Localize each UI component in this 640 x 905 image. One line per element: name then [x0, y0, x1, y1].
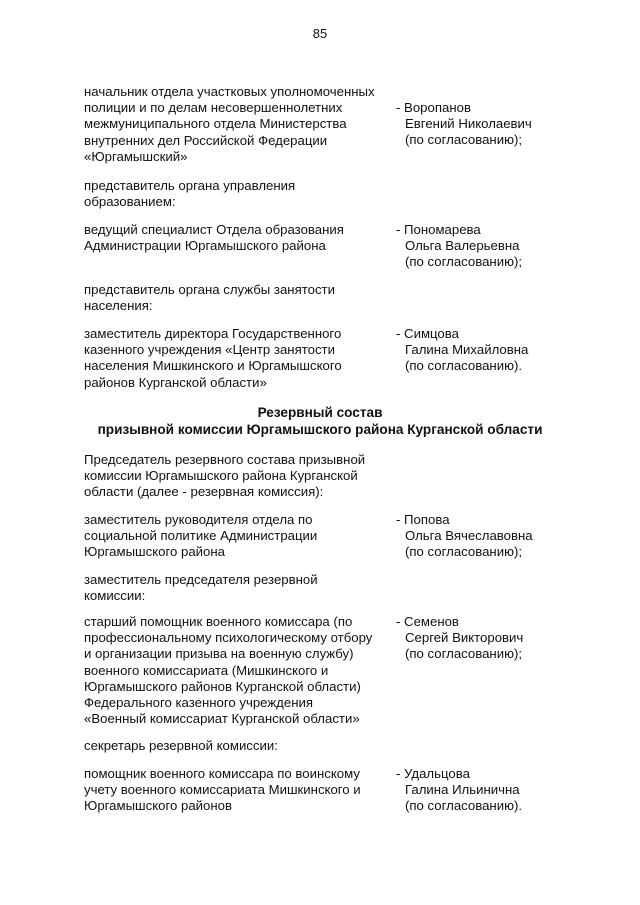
role-line: ведущий специалист Отдела образования	[84, 222, 344, 237]
member-role	[84, 766, 384, 815]
role-line: населения Мишкинского и Юргамышского	[84, 358, 342, 374]
role-line: Администрации Юргамышского района	[84, 238, 326, 254]
name-line: (по согласованию).	[405, 798, 523, 814]
member-name	[396, 512, 556, 561]
name-line: - Семенов	[396, 614, 459, 629]
role-line: социальной политике Администрации	[84, 528, 318, 544]
role-line: «Юргамышский»	[84, 148, 188, 164]
name-line: Галина Михайловна	[405, 342, 529, 358]
label-line: населения:	[84, 298, 153, 314]
role-line: Юргамышского районов Курганской области)	[84, 678, 361, 694]
label-education-rep	[84, 178, 384, 210]
role-line: казенного учреждения «Центр занятости	[84, 342, 335, 358]
role-line: районов Курганской области»	[84, 374, 267, 390]
member-role	[84, 326, 384, 391]
label-line: Председатель резервного состава призывной	[84, 452, 366, 467]
role-line: Юргамышского районов	[84, 798, 232, 814]
label-reserve-secretary	[84, 738, 384, 754]
label-employment-rep	[84, 282, 384, 314]
name-line: - Воропанов	[396, 100, 471, 115]
role-line: учету военного комиссариата Мишкинского и	[84, 782, 361, 798]
role-line: военного комиссариата (Мишкинского и	[84, 662, 329, 678]
role-line: старший помощник военного комиссара (по	[84, 614, 353, 629]
member-role	[84, 512, 384, 561]
section-heading-line2: призывной комиссии Юргамышского района Курганской области	[97, 422, 543, 437]
label-line: комиссии Юргамышского района Курганской	[84, 468, 358, 484]
label-line: области (далее - резервная комиссия):	[84, 484, 324, 500]
label-line: комиссии:	[84, 588, 146, 604]
label-line: секретарь резервной комиссии:	[84, 738, 278, 753]
role-line: начальник отдела участковых уполномоченных	[84, 84, 375, 99]
name-line: Евгений Николаевич	[405, 116, 532, 132]
member-name	[396, 100, 556, 149]
role-line: «Военный комиссариат Курганской области»	[84, 711, 360, 727]
name-line: (по согласованию);	[405, 132, 523, 148]
name-line: (по согласованию);	[405, 646, 523, 662]
name-line: - Попова	[396, 512, 450, 527]
section-heading	[0, 404, 640, 438]
role-line: и организации призыва на военную службу)	[84, 646, 354, 662]
role-line: помощник военного комиссара по воинскому	[84, 766, 360, 781]
label-line: представитель органа службы занятости	[84, 282, 335, 297]
role-line: межмуниципального отдела Министерства	[84, 116, 347, 132]
role-line: Юргамышского района	[84, 544, 225, 560]
role-line: полиции и по делам несовершеннолетних	[84, 100, 343, 116]
name-line: Галина Ильинична	[405, 782, 520, 798]
name-line: - Пономарева	[396, 222, 481, 237]
name-line: (по согласованию).	[405, 358, 523, 374]
role-line: внутренних дел Российской Федерации	[84, 132, 328, 148]
role-line: заместитель директора Государственного	[84, 326, 342, 341]
label-line: образованием:	[84, 194, 176, 210]
page-number: 85	[312, 26, 328, 41]
member-name	[396, 326, 556, 375]
section-heading-line1: Резервный состав	[257, 405, 383, 420]
member-role	[84, 222, 384, 254]
name-line: (по согласованию);	[405, 544, 523, 560]
name-line: - Удальцова	[396, 766, 470, 781]
label-line: заместитель председателя резервной	[84, 572, 318, 587]
member-role	[84, 614, 384, 727]
name-line: Сергей Викторович	[405, 630, 524, 646]
role-line: заместитель руководителя отдела по	[84, 512, 313, 527]
label-reserve-chair	[84, 452, 384, 501]
member-name	[396, 614, 556, 663]
name-line: Ольга Вячеславовна	[405, 528, 533, 544]
member-role	[84, 84, 384, 165]
name-line: - Симцова	[396, 326, 459, 341]
member-name	[396, 766, 556, 815]
name-line: Ольга Валерьевна	[405, 238, 520, 254]
role-line: Федерального казенного учреждения	[84, 695, 313, 711]
role-line: профессиональному психологическому отбору	[84, 630, 373, 646]
member-name	[396, 222, 556, 271]
label-line: представитель органа управления	[84, 178, 296, 193]
name-line: (по согласованию);	[405, 254, 523, 270]
label-reserve-deputy	[84, 572, 384, 604]
